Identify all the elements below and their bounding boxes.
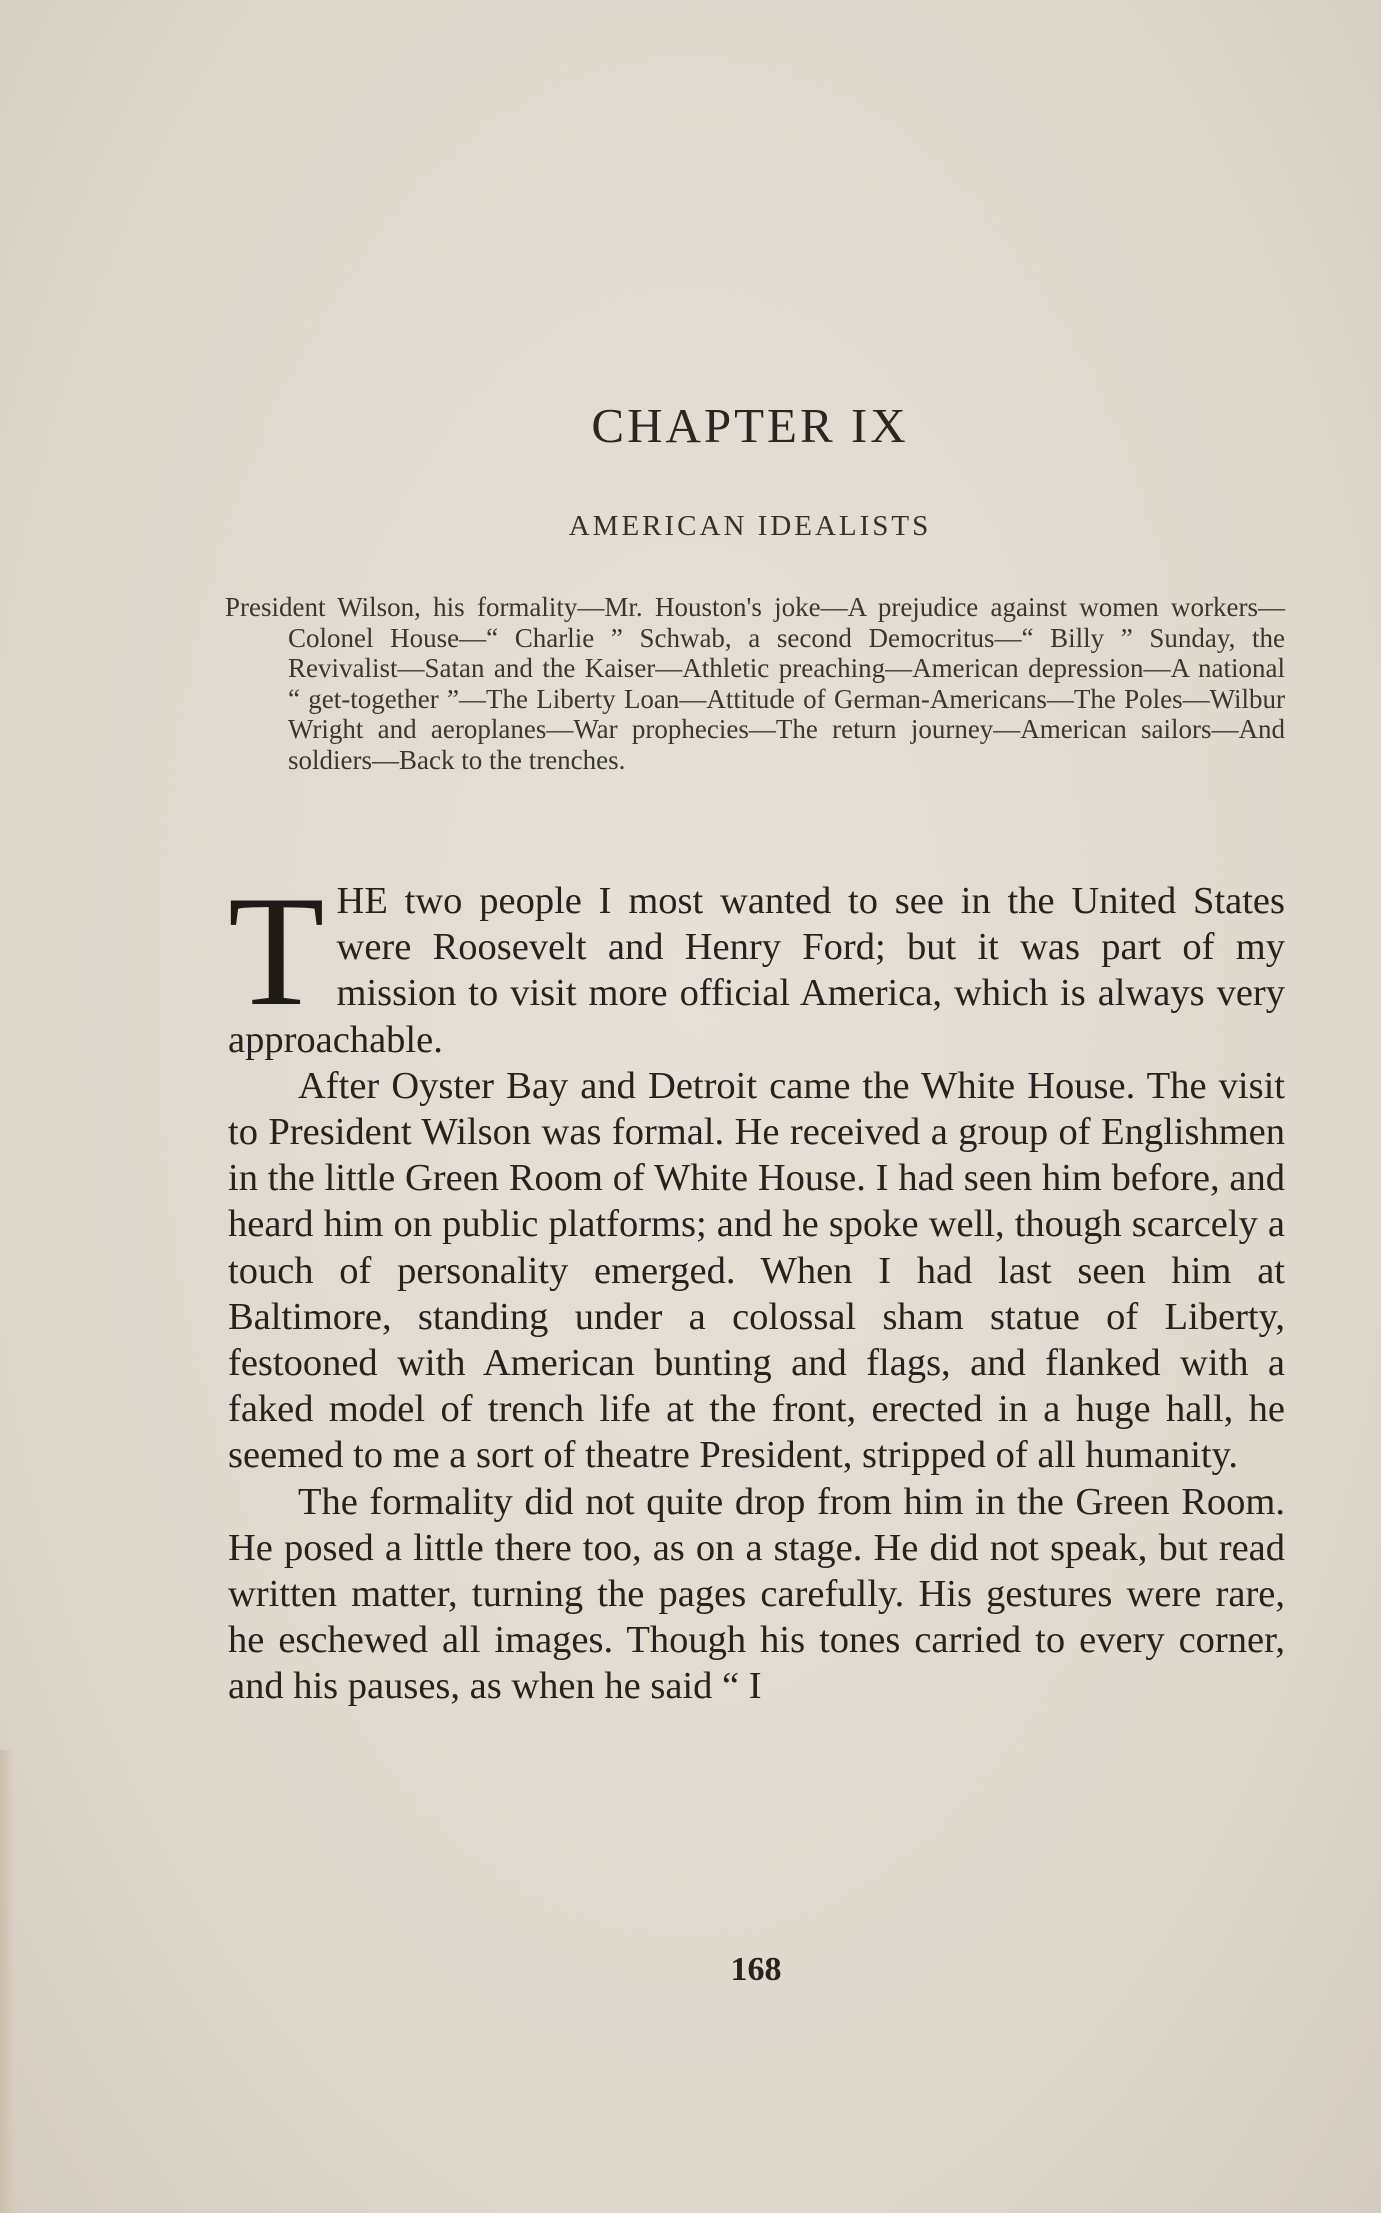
chapter-subtitle: AMERICAN IDEALISTS [568, 510, 932, 542]
chapter-title: CHAPTER IX [591, 398, 909, 453]
paragraph-1-text: HE two people I most wanted to see in the United States were Roosevelt and Henry Ford; but it was part of my mission to visit more official America, which is always very approachable. [228, 880, 1285, 1061]
paragraph-2: After Oyster Bay and Detroit came the White House. The visit to President Wilson was formal. He received a group of Englishmen in the little Green Room of White House. I had seen him before, and heard him on public platforms; and he spoke well, though scarcely a touch of personality emerged. When I had last seen him at Baltimore, standing under a colossal sham statue of Liberty, festooned with American bunting and flags, and flanked with a faked model of trench life at the front, erected in a huge hall, he seemed to me a sort of theatre President, stripped of all humanity. [228, 1064, 1285, 1477]
drop-cap: T [228, 864, 325, 1039]
chapter-synopsis: President Wilson, his formality—Mr. Houston's joke—A prejudice against women workers—Colonel House—“ Charlie ” Schwab, a second Democritus—“ Billy ” Sunday, the Revivalist—Satan and the Kaiser—Athletic preaching—American depression—A national “ get-together ”—The Liberty Loan—Attitude of German-Americans—The Poles—Wilbur Wright and aeroplanes—War prophecies—The return journey—American sailors—And soldiers—Back to the trenches. [225, 592, 1285, 775]
page-number: 168 [730, 1951, 782, 1988]
paragraph-1 [228, 864, 1285, 1063]
chapter-body [228, 864, 1285, 1710]
paragraph-3: The formality did not quite drop from him in the Green Room. He posed a little there too, as on a stage. He did not speak, but read written matter, turning the pages carefully. His gestures were rare, he eschewed all images. Though his tones carried to every corner, and his pauses, as when he said “ I [228, 1480, 1285, 1708]
